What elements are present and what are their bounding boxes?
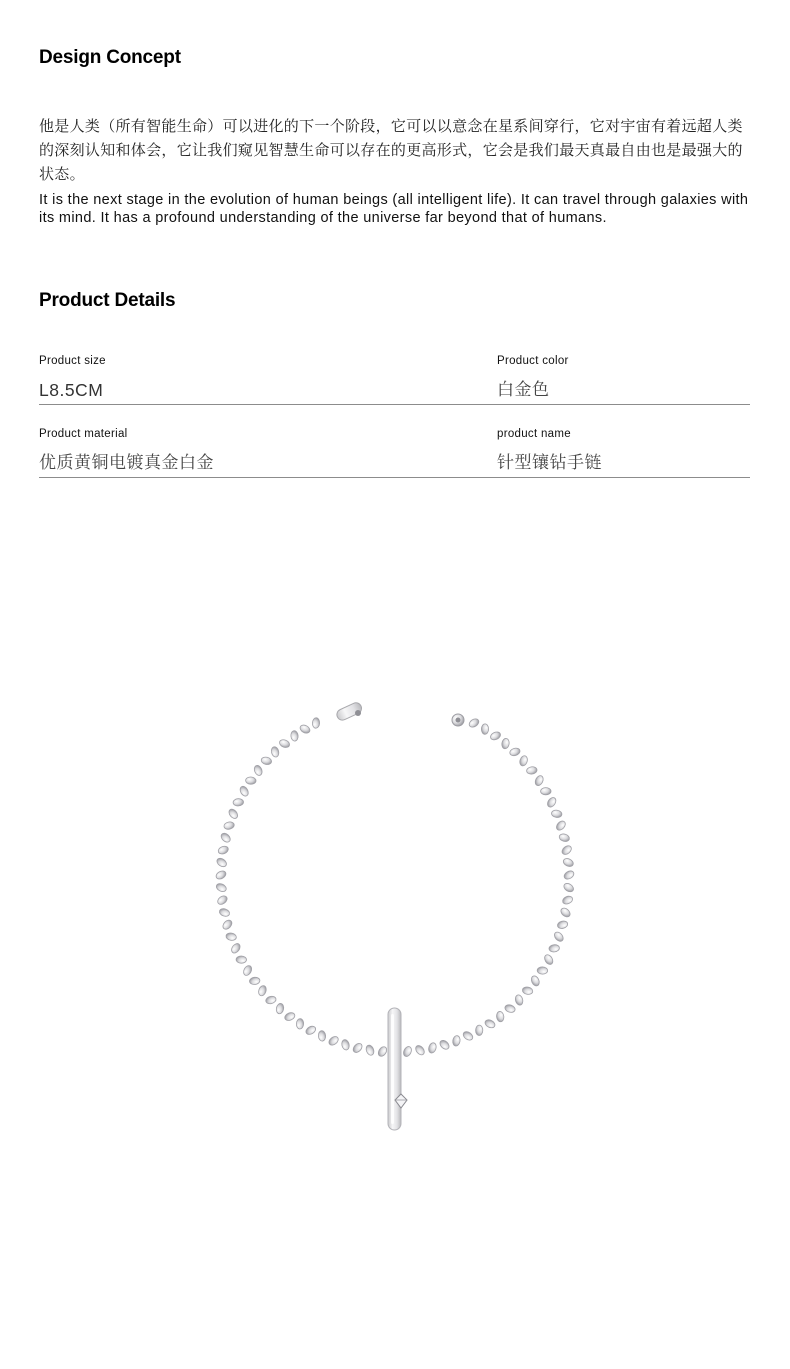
chain-link: [225, 932, 237, 941]
chain-link: [557, 920, 569, 930]
chain-link: [253, 764, 264, 776]
chain-link: [402, 1045, 413, 1058]
chain-link: [341, 1039, 350, 1051]
chain-link: [284, 1011, 296, 1022]
chain-link: [296, 1018, 304, 1029]
chain-link: [526, 766, 537, 775]
chain-link: [543, 953, 555, 966]
chain-link: [318, 1030, 326, 1041]
chain-link: [275, 1003, 284, 1015]
chain-link: [481, 724, 488, 735]
chain-link: [496, 1011, 504, 1022]
chain-link: [227, 807, 239, 820]
chain-link: [290, 730, 298, 741]
chain-link: [299, 723, 312, 734]
chain-link: [462, 1030, 475, 1042]
chain-link: [230, 942, 242, 955]
chain-link: [238, 785, 249, 798]
chain-link: [438, 1039, 451, 1051]
chain-link: [562, 882, 575, 894]
chain-link: [377, 1045, 389, 1058]
chain-link: [560, 844, 573, 856]
product-name-value: 针型镶钻手链: [497, 453, 602, 473]
chain-link: [504, 1004, 516, 1014]
chain-link: [245, 777, 256, 785]
design-concept-text-en: It is the next stage in the evolution of human beings (all intelligent life). It can travel through galaxies with its mind. It has a profound understanding of the universe far beyond that of humans.: [39, 192, 749, 226]
chain-link: [223, 821, 235, 830]
chain-link: [215, 882, 228, 893]
bracelet-product-image: [200, 690, 590, 1150]
chain-link: [452, 1035, 461, 1046]
chain-link: [551, 809, 562, 818]
chain-link: [278, 738, 290, 748]
chain-link: [541, 788, 551, 795]
chain-link: [365, 1044, 376, 1056]
chain-link: [312, 718, 320, 729]
product-material-label: Product material: [39, 428, 128, 440]
chain-link: [257, 985, 267, 997]
chain-link: [215, 857, 228, 869]
product-material-value: 优质黄铜电镀真金白金: [39, 453, 214, 473]
chain-link: [414, 1044, 426, 1057]
chain-link: [216, 894, 229, 906]
chain-link: [327, 1035, 340, 1047]
chain-link: [549, 944, 560, 952]
product-color-label: Product color: [497, 355, 569, 367]
chain-link: [534, 774, 545, 787]
chain-link: [562, 857, 574, 868]
chain-link: [501, 738, 510, 749]
chain-link: [233, 798, 244, 806]
chain-link: [489, 730, 501, 741]
product-color-field: [497, 355, 750, 402]
product-name-field: [497, 428, 750, 475]
chain-link: [559, 906, 572, 918]
chain-link: [304, 1025, 317, 1037]
chain-links: [215, 717, 576, 1058]
chain-link: [509, 747, 521, 757]
chain-link: [236, 956, 247, 964]
chain-link: [427, 1042, 437, 1054]
clasp-left: [335, 701, 363, 722]
chain-link: [270, 746, 279, 758]
chain-link: [514, 994, 524, 1006]
chain-link: [484, 1018, 497, 1029]
chain-link: [476, 1025, 483, 1036]
chain-link: [242, 964, 253, 977]
design-concept-title: Design Concept: [39, 47, 181, 68]
product-size-value: L8.5CM: [39, 380, 104, 400]
chain-link: [555, 819, 567, 832]
chain-link: [468, 717, 481, 729]
product-color-value: 白金色: [497, 380, 550, 400]
chain-link: [558, 833, 570, 843]
chain-link: [215, 869, 228, 880]
chain-link: [261, 756, 273, 765]
chain-link: [563, 869, 576, 881]
chain-link: [265, 995, 277, 1005]
chain-link: [219, 832, 232, 844]
chain-link: [221, 918, 233, 930]
chain-link: [561, 895, 573, 906]
product-details-title: Product Details: [39, 290, 176, 311]
chain-link: [522, 986, 534, 995]
clasp-right: [452, 714, 464, 726]
chain-link: [217, 845, 229, 855]
product-size-label: Product size: [39, 355, 106, 367]
spec-divider: [39, 404, 750, 405]
spec-divider: [39, 477, 750, 478]
design-concept-text-cn: 他是人类（所有智能生命）可以进化的下一个阶段，它可以以意念在星系间穿行，它对宇宙有着远超人类的深刻认知和体会，它让我们窥见智慧生命可以存在的更高形式，它会是我们最天真最自由也是最强大的状态。: [39, 117, 743, 183]
chain-link: [553, 930, 565, 943]
product-material-field: [39, 428, 498, 475]
product-size-field: [39, 355, 498, 402]
chain-link: [546, 796, 558, 809]
pin-bar-pendant: [388, 1008, 401, 1130]
chain-link: [249, 977, 260, 985]
chain-link: [519, 755, 529, 767]
product-name-label: product name: [497, 428, 571, 440]
chain-link: [537, 967, 548, 975]
chain-link: [351, 1042, 363, 1055]
chain-link: [530, 975, 541, 987]
chain-link: [218, 907, 230, 917]
